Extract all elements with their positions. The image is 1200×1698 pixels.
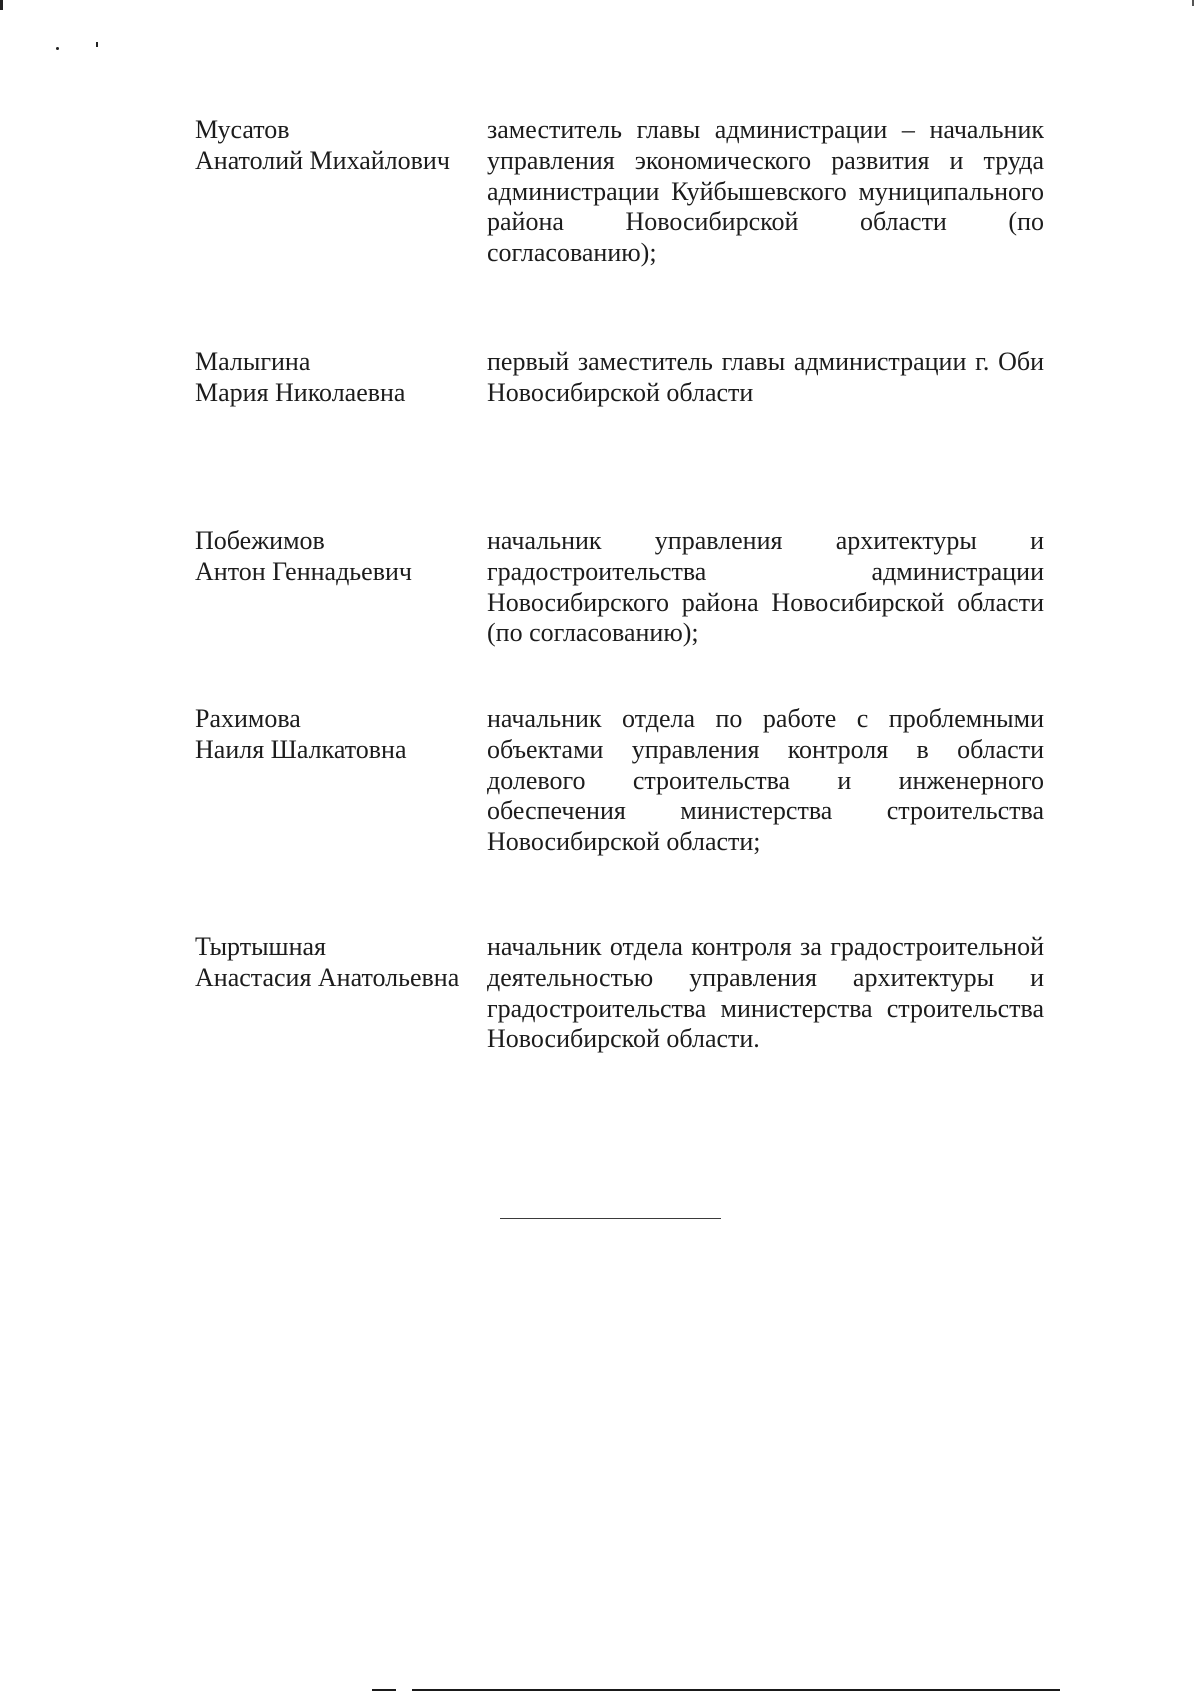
position-description xyxy=(487,932,1044,1055)
position-description xyxy=(487,704,1044,858)
position-description xyxy=(487,347,1044,409)
person-name xyxy=(195,932,475,994)
description-line: Новосибирской области xyxy=(487,377,754,407)
description-line: (по согласованию); xyxy=(487,618,699,648)
description-line: Новосибирской области. xyxy=(487,1024,760,1054)
person-surname: Побежимов xyxy=(195,526,325,555)
page-bottom-rule xyxy=(372,1689,396,1691)
description-line: деятельностью управления архитектуры и xyxy=(487,962,1044,992)
person-given-names: Анатолий Михайлович xyxy=(195,145,450,175)
description-line: согласованию); xyxy=(487,238,657,267)
person-given-names: Наиля Шалкатовна xyxy=(195,734,407,764)
description-line: градостроительства администрации xyxy=(487,556,1044,586)
description-line: Новосибирской области; xyxy=(487,827,761,856)
person-name xyxy=(195,704,475,766)
description-line: градостроительства министерства строительства xyxy=(487,993,1044,1023)
person-given-names: Анастасия Анатольевна xyxy=(195,962,460,992)
description-line: заместитель главы администрации – начальник xyxy=(487,115,1044,144)
description-line: объектами управления контроля в области xyxy=(487,734,1044,764)
person-name xyxy=(195,526,475,588)
person-name xyxy=(195,347,475,409)
person-surname: Мусатов xyxy=(195,115,290,144)
person-surname: Малыгина xyxy=(195,347,311,376)
person-surname: Тыртышная xyxy=(195,932,326,961)
position-description xyxy=(487,526,1044,649)
person-given-names: Антон Геннадьевич xyxy=(195,556,412,586)
page-bottom-rule xyxy=(412,1689,1060,1691)
description-line: долевого строительства и инженерного xyxy=(487,765,1044,795)
description-line: Новосибирского района Новосибирской области xyxy=(487,587,1044,617)
description-line: администрации Куйбышевского муниципального xyxy=(487,176,1044,206)
position-description xyxy=(487,115,1044,269)
description-line: обеспечения министерства строительства xyxy=(487,796,1044,826)
description-line: района Новосибирской области (по xyxy=(487,207,1044,237)
description-line: начальник управления архитектуры и xyxy=(487,526,1044,555)
person-given-names: Мария Николаевна xyxy=(195,377,406,407)
description-line: первый заместитель главы администрации г. Оби xyxy=(487,347,1044,376)
person-name xyxy=(195,115,475,177)
description-line: управления экономического развития и труда xyxy=(487,145,1044,175)
separator-line xyxy=(500,1218,721,1219)
description-line: начальник отдела по работе с проблемными xyxy=(487,704,1044,733)
person-surname: Рахимова xyxy=(195,704,301,733)
description-line: начальник отдела контроля за градостроительной xyxy=(487,932,1044,961)
